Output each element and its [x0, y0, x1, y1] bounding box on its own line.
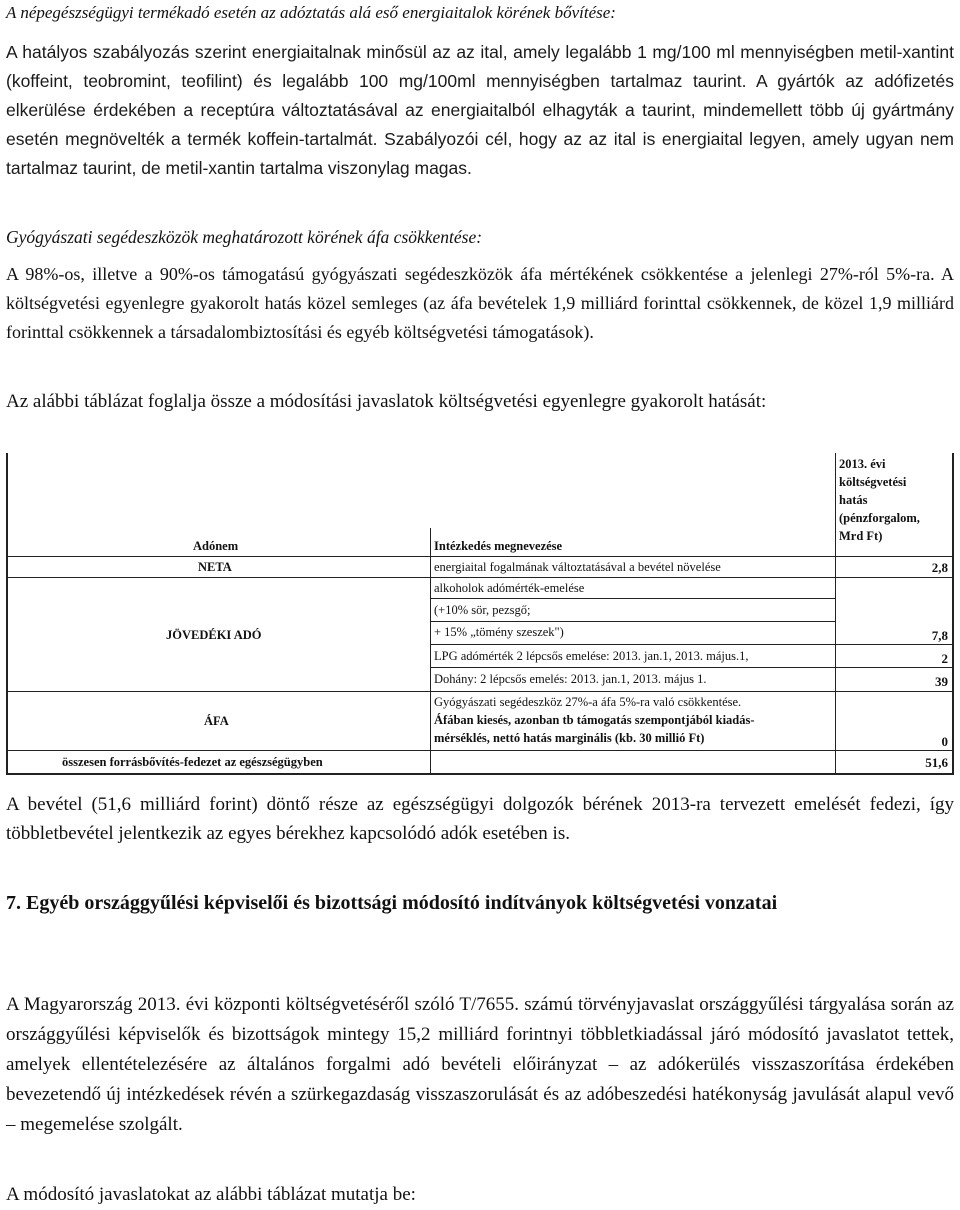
row-excise-value-lpg: 2 [941, 651, 948, 666]
row-vat-measure-2: Áfában kiesés, azonban tb támogatás szempontjából kiadás- [434, 713, 755, 727]
table-column-divider [835, 453, 836, 773]
header-impact-line-1: 2013. évi [839, 457, 886, 471]
medical-aids-vat-heading: Gyógyászati segédeszközök meghatározott körének áfa csökkentése: [6, 227, 483, 247]
section-7-paragraph: A Magyarország 2013. évi központi költségvetéséről szóló T/7655. számú törvényjavaslat országgyűlési tárgyalása során az országgyűlési képviselők és bizottságok mintegy 15,2 milliárd forintnyi többletkiadással járó módosító javaslatot tettek, amelyek ellentételezésére az általános forgalmi adó bevételi előirányzat – az adókerülés visszaszorítása érdekében bevezetendő új intézkedések révén a szürkegazdaság visszaszorulását és az adóbeszedési hatékonyság javulását alapul vevő – megemelése szolgált. [6, 994, 954, 1135]
energy-drink-heading: A népegészségügyi termékadó esetén az adóztatás alá eső energiaitalok körének bővítése: [6, 3, 616, 22]
header-impact-line-2: költségvetési [839, 475, 907, 489]
section-7-title: 7. Egyéb országgyűlési képviselői és bizottsági módosító indítványok költségvetési vonzatai [6, 892, 778, 914]
energy-drink-paragraph: A hatályos szabályozás szerint energiaitalnak minősül az az ital, amely legalább 1 mg/100 ml mennyiségben metil-xantint (koffeint, teobromint, teofilint) és legalább 100 mg/100ml mennyiségben tartalmaz taurint. A gyártók az adófizetés elkerülése érdekében a receptúra változtatásával az energiaitalból elhagyták a taurint, mindemellett több új gyártmány esetén megnövelték a termék koffein-tartalmát. Szabályozói cél, hogy az az ital is energiaital legyen, amely ugyan nem tartalmaz taurint, de metil-xantin tartalma viszonylag magas. [6, 42, 954, 178]
row-excise-measure-tobacco: Dohány: 2 lépcsős emelés: 2013. jan.1, 2013. május 1. [434, 672, 707, 686]
row-vat-measure-1: Gyógyászati segédeszköz 27%-a áfa 5%-ra való csökkentése. [434, 695, 742, 709]
table-border-left [6, 453, 8, 773]
table-border-right [952, 453, 954, 775]
closing-paragraph: A módosító javaslatokat az alábbi táblázat mutatja be: [6, 1184, 416, 1205]
row-excise-tax: JÖVEDÉKI ADÓ [166, 628, 262, 642]
header-impact-line-4: (pénzforgalom, [839, 511, 920, 525]
table-cell-rule [430, 621, 835, 622]
row-vat-value: 0 [941, 734, 948, 749]
header-impact-line-5: Mrd Ft) [839, 529, 883, 543]
row-excise-measure-beer: (+10% sör, pezsgő; [434, 603, 531, 617]
medical-aids-vat-paragraph: A 98%-os, illetve a 90%-os támogatású gyógyászati segédeszközök áfa mértékének csökkentése a jelenlegi 27%-ról 5%-ra. A költségvetési egyenlegre gyakorolt hatás közel semleges (az áfa bevételek 1,9 milliárd forinttal csökkennek, de közel 1,9 milliárd forinttal csökkennek a társadalombiztosítási és egyéb költségvetési támogatások). [6, 264, 954, 342]
revenue-paragraph: A bevétel (51,6 milliárd forint) döntő része az egészségügyi dolgozók bérének 2013-ra tervezett emelését fedezi, így többletbevétel jelentkezik az egyes bérekhez kapcsolódó adók esetében is. [6, 794, 954, 844]
row-neta-value: 2,8 [931, 560, 948, 575]
row-excise-value-tobacco: 39 [935, 674, 948, 689]
row-vat-measure-3: mérséklés, nettó hatás marginális (kb. 30 millió Ft) [434, 731, 705, 745]
header-impact-line-3: hatás [839, 493, 868, 507]
summary-intro-paragraph: Az alábbi táblázat foglalja össze a módosítási javaslatok költségvetési egyenlegre gyakorolt hatását: [6, 391, 767, 412]
row-vat-tax: ÁFA [204, 714, 229, 728]
table-cell-rule [430, 598, 835, 599]
row-total-label: összesen forrásbővítés-fedezet az egészségügyben [62, 755, 323, 769]
table-header-rule [6, 556, 954, 557]
table-cell-rule [430, 644, 954, 645]
row-neta-tax: NETA [198, 560, 232, 574]
row-excise-value-alcohol: 7,8 [931, 628, 948, 643]
row-excise-measure-lpg: LPG adómérték 2 lépcsős emelése: 2013. jan.1, 2013. május.1, [434, 649, 749, 663]
table-row-rule [6, 691, 954, 692]
header-tax-type: Adónem [193, 539, 239, 553]
header-measure: Intézkedés megnevezése [434, 539, 563, 553]
table-row-rule [6, 750, 954, 751]
table-row-rule [6, 577, 954, 578]
table-cell-rule [430, 667, 954, 668]
table-column-divider [430, 528, 431, 773]
row-neta-measure: energiaital fogalmának változtatásával a bevétel növelése [434, 560, 721, 574]
row-total-value: 51,6 [925, 755, 948, 770]
budget-impact-table [6, 453, 954, 778]
table-border-bottom [6, 773, 954, 775]
row-excise-measure-spirits: + 15% „tömény szeszek") [434, 625, 564, 639]
row-excise-measure-alcohol: alkoholok adómérték-emelése [434, 581, 585, 595]
